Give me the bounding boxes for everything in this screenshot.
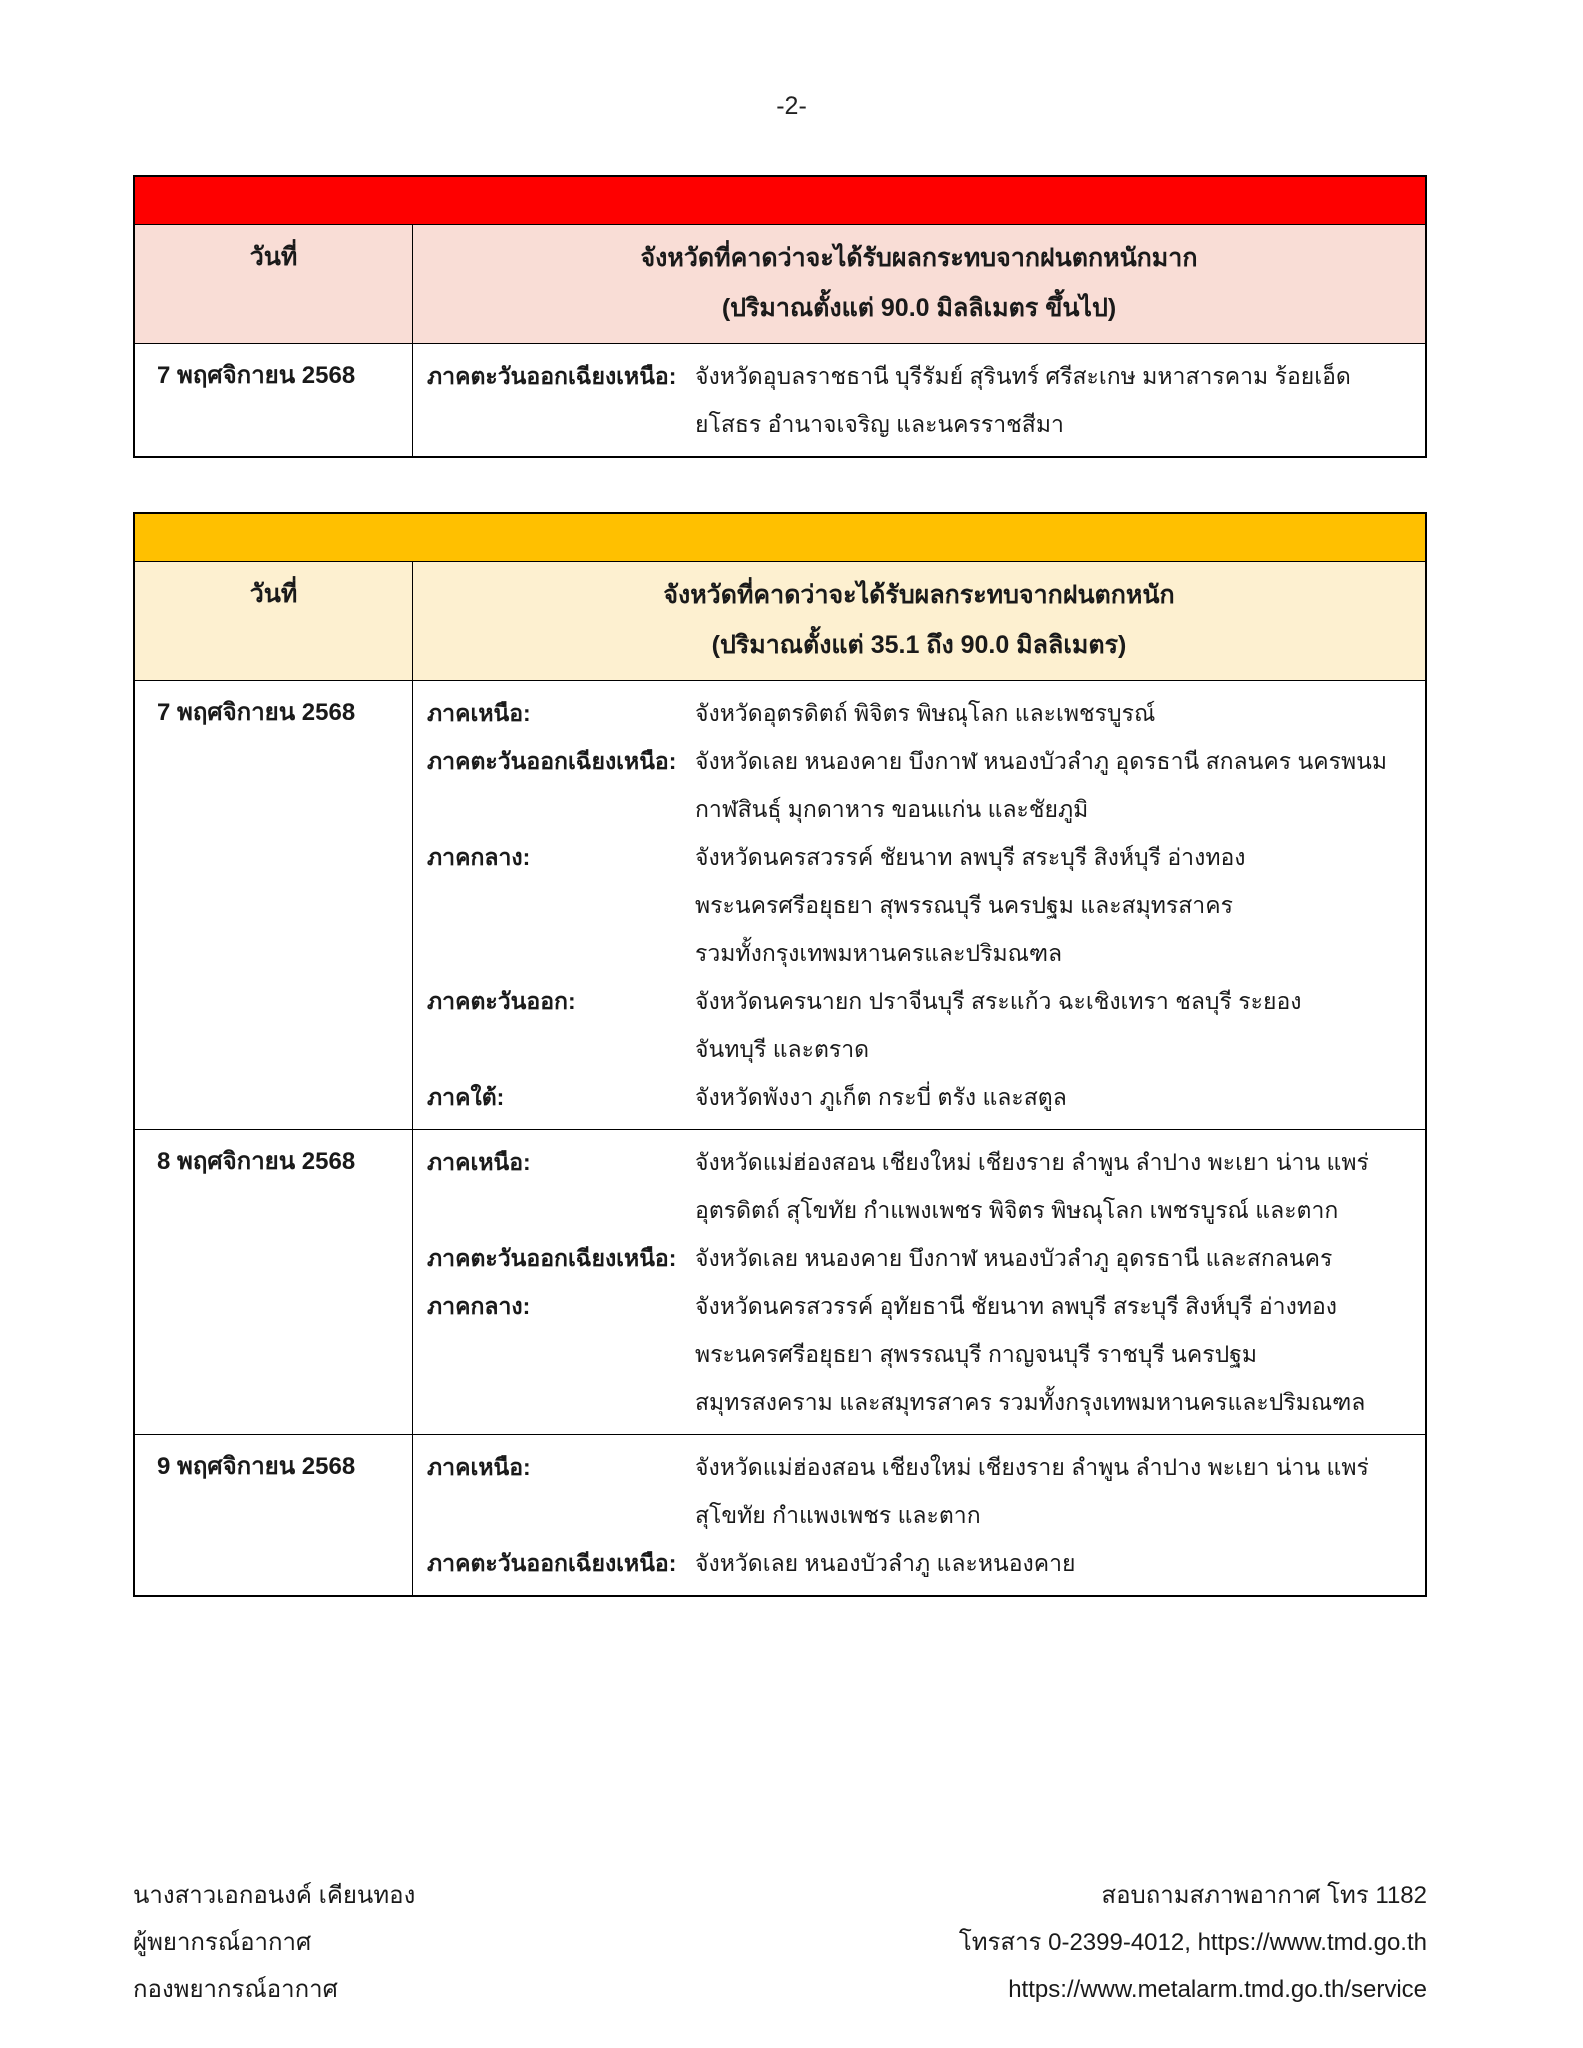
province-line: กาฬสินธุ์ มุกดาหาร ขอนแก่น และชัยภูมิ xyxy=(695,796,1089,822)
table-row xyxy=(135,681,1425,1129)
region-entry xyxy=(427,1234,1417,1282)
contact-alert-url: https://www.metalarm.tmd.go.th/service xyxy=(1008,1976,1427,2003)
province-lines xyxy=(695,833,1417,977)
header-date-column: วันที่ xyxy=(135,225,413,343)
footer-contact-block xyxy=(959,1872,1427,2013)
region-label: ภาคเหนือ: xyxy=(427,1454,531,1480)
very-heavy-rain-table-header-row xyxy=(135,225,1425,344)
region-label: ภาคตะวันออกเฉียงเหนือ: xyxy=(427,748,677,774)
region-entry xyxy=(427,1138,1417,1234)
province-lines xyxy=(695,977,1417,1073)
region-label: ภาคตะวันออกเฉียงเหนือ: xyxy=(427,1245,677,1271)
province-line: จังหวัดพังงา ภูเก็ต กระบี่ ตรัง และสตูล xyxy=(695,1084,1067,1110)
date-cell: 8 พฤศจิกายน 2568 xyxy=(135,1130,413,1434)
province-line: ยโสธร อำนาจเจริญ และนครราชสีมา xyxy=(695,411,1064,437)
tables-container xyxy=(133,175,1427,1597)
province-line: อุตรดิตถ์ สุโขทัย กำแพงเพชร พิจิตร พิษณุโลก เพชรบูรณ์ และตาก xyxy=(695,1197,1339,1223)
region-label: ภาคเหนือ: xyxy=(427,700,531,726)
regions-cell xyxy=(413,1130,1425,1434)
province-line: สมุทรสงคราม และสมุทรสาคร รวมทั้งกรุงเทพมหานครและปริมณฑล xyxy=(695,1389,1366,1415)
heavy-rain-table-color-banner xyxy=(135,514,1425,562)
province-lines xyxy=(695,1443,1417,1539)
region-entry xyxy=(427,737,1417,833)
province-lines xyxy=(695,1073,1417,1121)
forecaster-name: นางสาวเอกอนงค์ เคียนทอง xyxy=(133,1882,416,1909)
header-subtitle: (ปริมาณตั้งแต่ 90.0 มิลลิเมตร ขึ้นไป) xyxy=(721,294,1117,322)
very-heavy-rain-table-color-banner xyxy=(135,177,1425,225)
province-line: จังหวัดอุบลราชธานี บุรีรัมย์ สุรินทร์ ศรีสะเกษ มหาสารคาม ร้อยเอ็ด xyxy=(695,363,1351,389)
forecaster-title: ผู้พยากรณ์อากาศ xyxy=(133,1929,312,1956)
regions-cell xyxy=(413,681,1425,1129)
province-lines xyxy=(695,737,1417,833)
province-line: จังหวัดเลย หนองบัวลำภู และหนองคาย xyxy=(695,1550,1076,1576)
region-entry xyxy=(427,1073,1417,1121)
province-line: จังหวัดแม่ฮ่องสอน เชียงใหม่ เชียงราย ลำพูน ลำปาง พะเยา น่าน แพร่ xyxy=(695,1149,1369,1175)
province-line: พระนครศรีอยุธยา สุพรรณบุรี นครปฐม และสมุทรสาคร xyxy=(695,892,1233,918)
date-cell: 7 พฤศจิกายน 2568 xyxy=(135,344,413,456)
footer-forecaster-block xyxy=(133,1872,415,2013)
province-line: จังหวัดนครสวรรค์ ชัยนาท ลพบุรี สระบุรี สิงห์บุรี อ่างทอง xyxy=(695,844,1246,870)
heavy-rain-table-header-row xyxy=(135,562,1425,681)
region-label: ภาคกลาง: xyxy=(427,844,531,870)
regions-cell xyxy=(413,344,1425,456)
region-entry xyxy=(427,352,1417,448)
province-line: จันทบุรี และตราด xyxy=(695,1036,870,1062)
heavy-rain-table xyxy=(133,512,1427,1597)
forecaster-division: กองพยากรณ์อากาศ xyxy=(133,1976,338,2003)
table-row xyxy=(135,1434,1425,1595)
region-entry xyxy=(427,977,1417,1073)
date-cell: 7 พฤศจิกายน 2568 xyxy=(135,681,413,1129)
province-line: จังหวัดนครนายก ปราจีนบุรี สระแก้ว ฉะเชิงเทรา ชลบุรี ระยอง xyxy=(695,988,1302,1014)
region-label: ภาคตะวันออก: xyxy=(427,988,576,1014)
table-row xyxy=(135,1129,1425,1434)
header-date-column: วันที่ xyxy=(135,562,413,680)
region-label: ภาคกลาง: xyxy=(427,1293,531,1319)
province-line: พระนครศรีอยุธยา สุพรรณบุรี กาญจนบุรี ราชบุรี นครปฐม xyxy=(695,1341,1258,1367)
region-entry xyxy=(427,833,1417,977)
province-lines xyxy=(695,1234,1417,1282)
province-line: สุโขทัย กำแพงเพชร และตาก xyxy=(695,1502,981,1528)
header-subtitle: (ปริมาณตั้งแต่ 35.1 ถึง 90.0 มิลลิเมตร) xyxy=(711,631,1127,659)
header-title: จังหวัดที่คาดว่าจะได้รับผลกระทบจากฝนตกหนักมาก xyxy=(640,244,1198,272)
province-lines xyxy=(695,689,1417,737)
regions-cell xyxy=(413,1435,1425,1595)
region-entry xyxy=(427,1539,1417,1587)
province-lines xyxy=(695,1138,1417,1234)
region-label: ภาคเหนือ: xyxy=(427,1149,531,1175)
province-line: จังหวัดนครสวรรค์ อุทัยธานี ชัยนาท ลพบุรี สระบุรี สิงห์บุรี อ่างทอง xyxy=(695,1293,1338,1319)
region-label: ภาคตะวันออกเฉียงเหนือ: xyxy=(427,363,677,389)
region-label: ภาคใต้: xyxy=(427,1084,505,1110)
province-line: จังหวัดเลย หนองคาย บึงกาฬ หนองบัวลำภู อุดรธานี และสกลนคร xyxy=(695,1245,1333,1271)
date-cell: 9 พฤศจิกายน 2568 xyxy=(135,1435,413,1595)
header-provinces-column xyxy=(413,562,1425,680)
region-entry xyxy=(427,1282,1417,1426)
region-entry xyxy=(427,1443,1417,1539)
province-lines xyxy=(695,1282,1417,1426)
province-line: จังหวัดเลย หนองคาย บึงกาฬ หนองบัวลำภู อุดรธานี สกลนคร นครพนม xyxy=(695,748,1388,774)
province-lines xyxy=(695,1539,1417,1587)
header-title: จังหวัดที่คาดว่าจะได้รับผลกระทบจากฝนตกหนัก xyxy=(663,581,1175,609)
province-line: จังหวัดอุตรดิตถ์ พิจิตร พิษณุโลก และเพชรบูรณ์ xyxy=(695,700,1156,726)
region-label: ภาคตะวันออกเฉียงเหนือ: xyxy=(427,1550,677,1576)
contact-fax-website: โทรสาร 0-2399-4012, https://www.tmd.go.th xyxy=(958,1929,1427,1956)
footer xyxy=(133,1872,1427,2013)
page-number: -2- xyxy=(776,92,807,120)
header-provinces-column xyxy=(413,225,1425,343)
region-entry xyxy=(427,689,1417,737)
very-heavy-rain-table xyxy=(133,175,1427,458)
table-row xyxy=(135,344,1425,456)
contact-phone: สอบถามสภาพอากาศ โทร 1182 xyxy=(1101,1882,1427,1909)
province-lines xyxy=(695,352,1417,448)
province-line: จังหวัดแม่ฮ่องสอน เชียงใหม่ เชียงราย ลำพูน ลำปาง พะเยา น่าน แพร่ xyxy=(695,1454,1369,1480)
province-line: รวมทั้งกรุงเทพมหานครและปริมณฑล xyxy=(695,940,1063,966)
